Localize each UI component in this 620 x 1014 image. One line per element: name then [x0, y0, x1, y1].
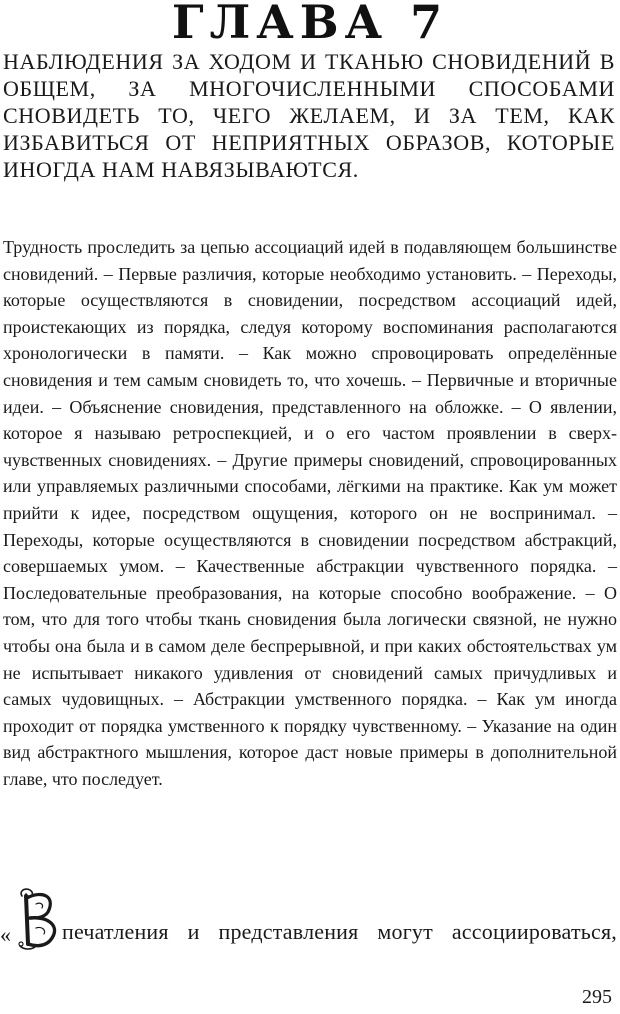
- chapter-subtitle: НАБЛЮДЕНИЯ ЗА ХОДОМ И ТКАНЬЮ СНОВИДЕНИЙ В ОБЩЕМ, ЗА МНОГОЧИСЛЕННЫМИ СПОСОБАМИ СНОВИДЕТЬ ТО, ЧЕГО ЖЕЛАЕМ, И ЗА ТЕМ, КАК ИЗБАВИТЬСЯ ОТ НЕПРИЯТНЫХ ОБРАЗОВ, КОТОРЫЕ ИНОГДА НАМ НАВЯЗЫВАЮТСЯ.: [3, 49, 615, 182]
- opening-text: печатления и представления могут ассоциироваться,: [62, 919, 617, 944]
- page-number: 295: [582, 986, 612, 1008]
- ornamental-drop-cap: [14, 886, 60, 952]
- chapter-title: ГЛАВА 7: [171, 0, 449, 49]
- opening-paragraph: [0, 886, 617, 956]
- open-quote: «: [0, 922, 11, 947]
- chapter-summary: Трудность проследить за цепью ассоциаций идей в подавляющем большинстве сновидений. – Первые различия, которые необходимо установить. – Переходы, которые осуществляются в сновидении, посредством ассоциаций идей, проистекающих из порядка, следуя которому воспоминания располагаются хронологически в памяти. – Как можно спровоцировать определённые сновидения и тем самым сновидеть то, что хочешь. – Первичные и вторичные идеи. – Объяснение сновидения, представленного на обложке. – О явлении, которое я называю ретроспекцией, и о его частом проявлении в сверхчувственных сновидениях. – Другие примеры сновидений, спровоцированных или управляемых различными способами, лёгкими на практике. Как ум может прийти к идее, посредством ощущения, которого он не воспринимал. – Переходы, которые осуществляются в сновидении посредством абстракций, совершаемых умом. – Качественные абстракции чувственного порядка. – Последовательные преобразования, на которые способно воображение. – О том, что для того чтобы ткань сновидения была логически связной, не нужно чтобы она была и в самом деле беспрерывной, и при каких обстоятельствах ум не испытывает никакого удивления от сновидений самых причудливых и самых чудовищных. – Абстракции умственного порядка. – Как ум иногда проходит от порядка умственного к порядку чувственному. – Указание на один вид абстрактного мышления, которое даст новые примеры в дополнительной главе, что последует.: [3, 237, 617, 789]
